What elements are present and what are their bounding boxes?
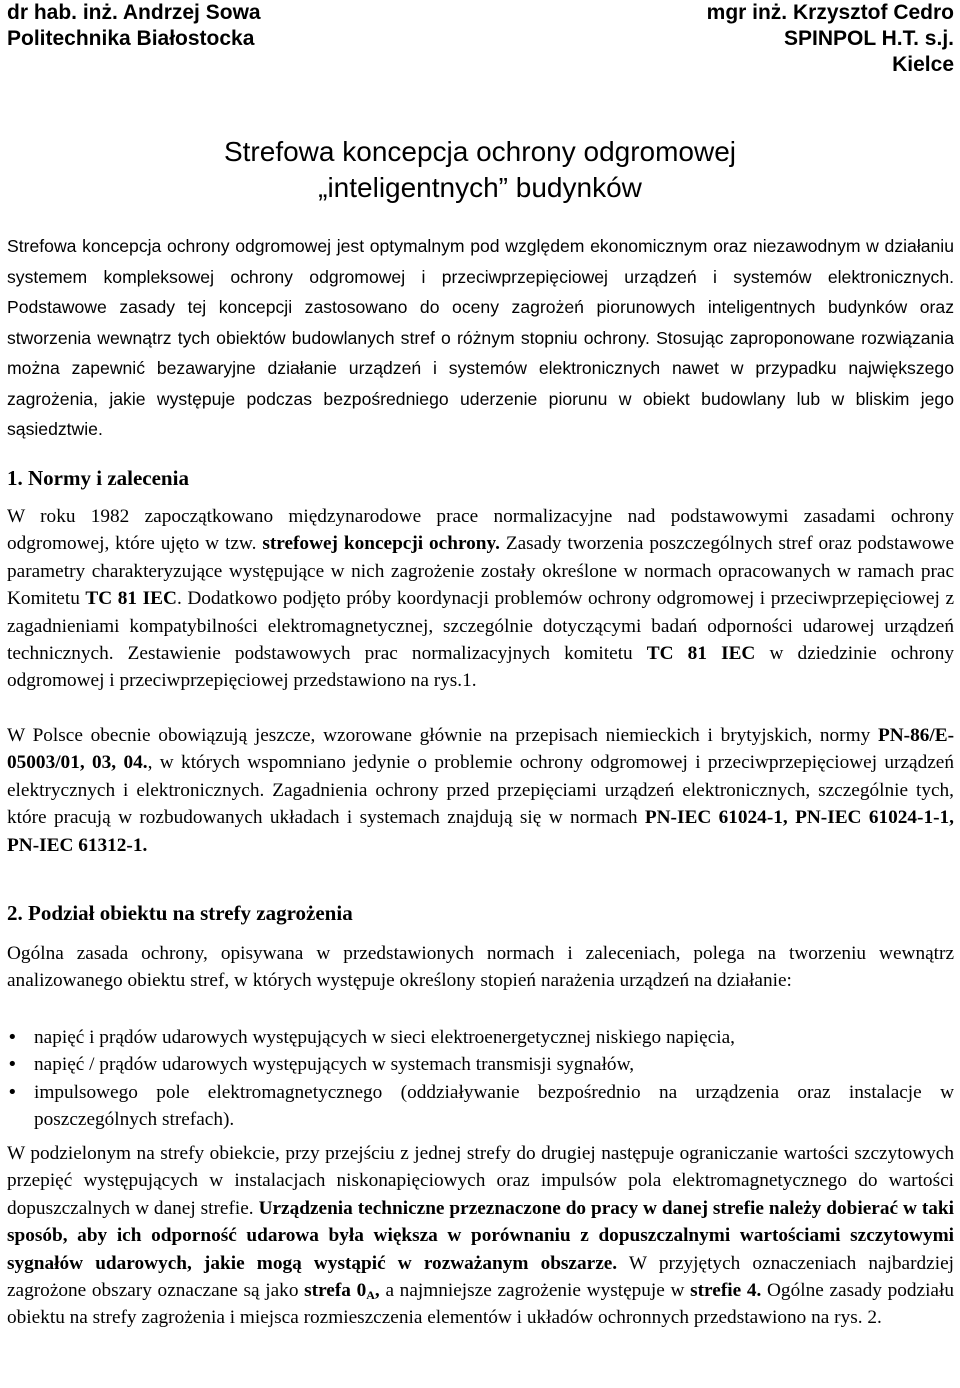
author-right — [707, 0, 954, 78]
text: W przyjętych oznaczeniach najbardziej zagrożone obszary oznaczane są jako — [7, 1252, 955, 1302]
text: W podzielonym na strefy obiekcie, przy przejściu z jednej strefy do drugiej następuje ograniczanie wartości szczytowych przepięć występujących w instalacjach niskonapięciowych oraz impulsów pola elektromagnetycznego do wartości dopuszczalnych w danej strefie. — [7, 1143, 954, 1219]
author-left-affiliation: Politechnika Białostocka — [7, 27, 255, 50]
bold-text: Urządzenia techniczne przeznaczone do pracy w danej strefie należy dobierać w taki sposób, aby ich odporność udarowa była większa w porównaniu z dopuszczalnymi wartościami szczytowymi sygnałów udarowych, jakie mogą wystąpić w rozważanym obszarze. — [7, 1197, 954, 1274]
text: w dziedzinie ochrony odgromowej i przeciwprzepięciowej przedstawiono na rys.1. — [7, 643, 954, 692]
text: Zasady tworzenia poszczególnych stref oraz podstawowe parametry charakteryzujące występujące w nich zagrożenie zostały określone w normach opracowanych w ramach prac Komitetu — [7, 533, 955, 610]
section-2-paragraph — [7, 1140, 954, 1332]
bold-text: TC 81 IEC — [646, 643, 756, 665]
text: Ogólne zasady podziału obiektu na strefy zagrożenia i miejsca rozmieszczenia elementów i układów ochronnych przedstawiono na rys. 2. — [7, 1280, 954, 1329]
author-right-city: Kielce — [892, 53, 954, 76]
bold-text: strefowej koncepcji ochrony. — [262, 533, 500, 555]
zone-label — [304, 1280, 380, 1301]
bold-text: PN-86/E-05003/01, 03, 04. — [7, 725, 954, 774]
text: W roku 1982 zapoczątkowano międzynarodowe prace normalizacyjne nad podstawowymi zasadami ochrony odgromowej, które ujęto w tzw. — [7, 506, 954, 555]
document-title — [0, 134, 960, 206]
section-1-heading: 1. Normy i zalecenia — [7, 466, 189, 490]
author-right-affiliation: SPINPOL H.T. s.j. — [784, 27, 954, 50]
list-item: • napięć / prądów udarowych występujących w systemach transmisji sygnałów, — [7, 1051, 954, 1078]
author-right-name: mgr inż. Krzysztof Cedro — [706, 1, 954, 24]
title-line-2: „inteligentnych” budynków — [318, 172, 642, 203]
section-1-paragraph-1 — [7, 503, 954, 695]
section-2-heading: 2. Podział obiektu na strefy zagrożenia — [7, 901, 353, 925]
abstract: Strefowa koncepcja ochrony odgromowej jest optymalnym pod względem ekonomicznym oraz niezawodnym w działaniu systemem kompleksowej ochrony odgromowej i przeciwprzepięciowej urządzeń i systemów elektronicznych. Podstawowe zasady tej koncepcji zastosowano do oceny zagrożeń piorunowych inteligentnych budynków oraz stworzenia wewnątrz tych obiektów budowlanych stref o różnym stopniu ochrony. Stosując zaproponowane rozwiązania można zapewnić bezawaryjne działanie urządzeń i systemów elektronicznych nawet w przypadku największego zagrożenia, jakie występuje podczas bezpośredniego uderzenie piorunu w obiekt budowlany lub w bliskim jego sąsiedztwie. — [7, 236, 954, 439]
title-line-1: Strefowa koncepcja ochrony odgromowej — [223, 136, 737, 167]
zone-label-comma: , — [374, 1280, 380, 1302]
text: W Polsce obecnie obowiązują jeszcze, wzorowane głównie na przepisach niemieckich i brytyjskich, normy — [7, 725, 878, 746]
text: , w których wspomniano jedynie o problemie ochrony odgromowej i przeciwprzepięciowej urządzeń elektrycznych i elektronicznych. Zagadnienia ochrony przed przepięciami urządzeń elektronicznych, szczególnie tych, które pracują w rozbudowanych układach i systemach znajdują się w normach — [7, 752, 954, 829]
author-left-name: dr hab. inż. Andrzej Sowa — [7, 1, 261, 24]
list-item: • napięć i prądów udarowych występujących w sieci elektroenergetycznej niskiego napięcia, — [7, 1024, 954, 1051]
list-item: • impulsowego pole elektromagnetycznego (oddziaływanie bezpośrednio na urządzenia oraz instalacje w poszczególnych strefach). — [7, 1079, 954, 1134]
section-1-paragraph-2 — [7, 722, 954, 859]
bold-text: PN-IEC 61024-1, PN-IEC 61024-1-1, PN-IEC 61312-1. — [7, 807, 954, 856]
zone-label-text: strefa 0 — [304, 1280, 367, 1302]
section-2-intro: Ogólna zasada ochrony, opisywana w przedstawionych normach i zaleceniach, polega na tworzeniu wewnątrz analizowanego obiektu stref, w których występuje określony stopień narażenia urządzeń na działanie: — [7, 943, 954, 992]
zone-subscript: A — [366, 1288, 375, 1303]
bold-text: TC 81 IEC — [85, 588, 177, 610]
bold-text: strefie 4. — [690, 1280, 762, 1302]
text: . Dodatkowo podjęto próby koordynacji problemów ochrony odgromowej i przeciwprzepięciowej z zagadnieniami kompatybilności elektromagnetycznej, szczególnie dotyczącymi badań odporności udarowej urządzeń technicznych. Zestawienie podstawowych prac normalizacyjnych komitetu — [7, 588, 954, 665]
text: a najmniejsze zagrożenie występuje w — [379, 1280, 691, 1302]
author-left — [7, 0, 261, 52]
hazard-list — [7, 1024, 954, 1134]
